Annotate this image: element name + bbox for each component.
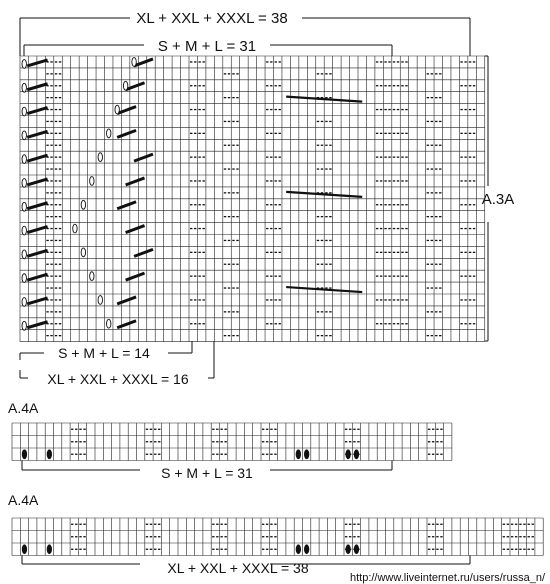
small-grid-lines: [12, 423, 452, 461]
yarn-over-icon: [22, 250, 26, 259]
yarn-over-icon: [22, 155, 26, 164]
yarn-over-icon: [123, 81, 127, 90]
cable-left-icon: [27, 203, 47, 209]
yarn-over-icon: [22, 179, 26, 188]
small-grid-lines: [12, 518, 543, 556]
decrease-icon: [134, 154, 153, 161]
decrease-icon: [117, 130, 136, 137]
decrease-icon: [117, 202, 136, 209]
decrease-icon: [117, 107, 136, 114]
watermark-url: http://www.liveinternet.ru/users/russa_n/: [349, 572, 545, 584]
yarn-over-icon: [98, 296, 102, 305]
cable-left-icon: [27, 155, 47, 161]
decrease-icon: [126, 83, 145, 90]
cable-left-icon: [27, 227, 47, 233]
cable-left-icon: [27, 298, 47, 304]
bobble-icon: [354, 450, 358, 459]
bobble-icon: [304, 450, 308, 459]
yarn-over-icon: [22, 83, 26, 92]
title-a4a-2: A.4A: [8, 492, 39, 508]
yarn-over-icon: [115, 105, 119, 114]
label-xl-xxl-xxxl-16: XL + XXL + XXXL = 16: [47, 371, 189, 387]
bobble-icon: [22, 450, 26, 459]
bobble-icon: [47, 450, 51, 459]
bobble-icon: [304, 545, 308, 554]
yarn-over-icon: [22, 107, 26, 116]
bobble-icon: [47, 545, 51, 554]
decrease-icon: [126, 178, 145, 185]
cable-left-icon: [27, 179, 47, 185]
label-s-m-l-14: S + M + L = 14: [58, 345, 150, 361]
label-xl-xxl-xxxl-38-top: XL + XXL + XXXL = 38: [136, 10, 288, 27]
cable-left-icon: [27, 84, 47, 90]
title-a4a-1: A.4A: [8, 400, 39, 416]
yarn-over-icon: [22, 321, 26, 330]
a4a-chart-2-grid: [12, 518, 543, 564]
bobble-icon: [346, 450, 350, 459]
yarn-over-icon: [73, 224, 77, 233]
bobble-icon: [296, 545, 300, 554]
cable-left-icon: [27, 108, 47, 114]
cable-left-icon: [27, 250, 47, 256]
main-chart-brackets: [20, 18, 488, 378]
yarn-over-icon: [22, 298, 26, 307]
cable-left-icon: [27, 274, 47, 280]
yarn-over-icon: [22, 202, 26, 211]
yarn-over-icon: [90, 272, 94, 281]
yarn-over-icon: [22, 274, 26, 283]
yarn-over-icon: [107, 319, 111, 328]
label-a4a-2-size: XL + XXL + XXXL = 38: [167, 560, 309, 576]
main-grid-lines: [20, 56, 485, 342]
cable-left-icon: [27, 322, 47, 328]
bobble-icon: [296, 450, 300, 459]
label-a4a-1-size: S + M + L = 31: [161, 465, 253, 481]
yarn-over-icon: [81, 248, 85, 257]
yarn-over-icon: [81, 200, 85, 209]
bobble-icon: [22, 545, 26, 554]
decrease-icon: [134, 249, 153, 256]
yarn-over-icon: [22, 131, 26, 140]
main-chart-grid: [20, 56, 485, 342]
cable-left-icon: [27, 60, 47, 66]
yarn-over-icon: [22, 226, 26, 235]
bobble-icon: [346, 545, 350, 554]
decrease-icon: [117, 297, 136, 304]
decrease-icon: [134, 59, 153, 66]
decrease-icon: [117, 321, 136, 328]
yarn-over-icon: [98, 153, 102, 162]
yarn-over-icon: [107, 129, 111, 138]
decrease-icon: [126, 226, 145, 233]
decrease-icon: [126, 273, 145, 280]
label-a3a: A.3A: [481, 191, 515, 208]
yarn-over-icon: [22, 60, 26, 69]
cable-left-icon: [27, 131, 47, 137]
label-s-m-l-31-top: S + M + L = 31: [157, 38, 257, 55]
yarn-over-icon: [90, 177, 94, 186]
yarn-over-icon: [132, 58, 136, 67]
bobble-icon: [354, 545, 358, 554]
a4a-chart-1-grid: [12, 423, 452, 470]
